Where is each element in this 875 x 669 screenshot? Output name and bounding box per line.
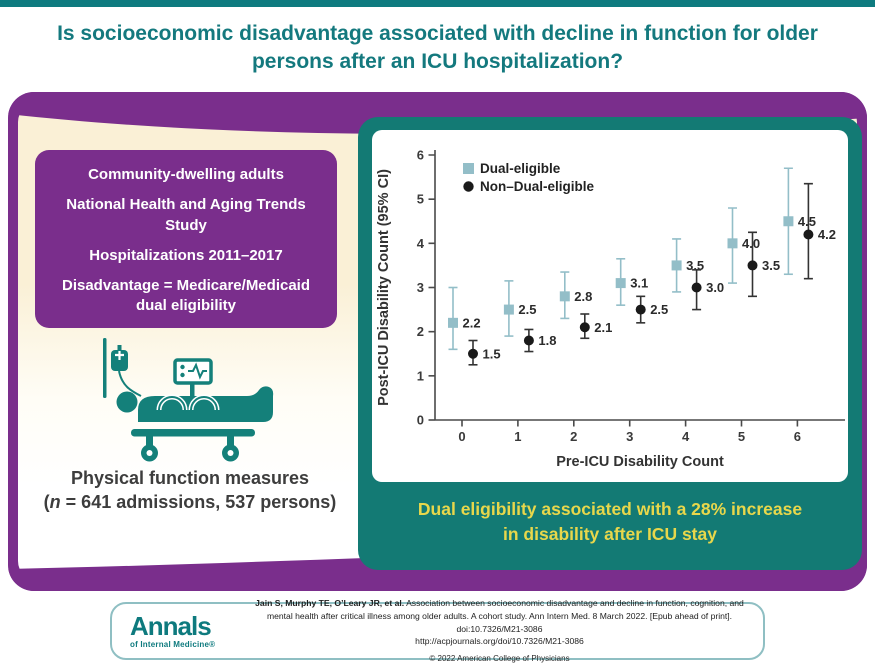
citation-text: Jain S, Murphy TE, O’Leary JR, et al. Association between socioeconomic disadvantage and decline in function, cognition, and mental health after critical illness among older adults. A cohort study. Ann Intern Med. 8 March 2022. [Epub ahead of print]. doi:10.7326/M21-3086 (255, 597, 744, 634)
top-accent-bar (0, 0, 875, 7)
svg-text:2: 2 (570, 429, 578, 444)
svg-text:3: 3 (416, 280, 424, 295)
chart-panel (372, 130, 848, 482)
main-panel (8, 92, 867, 591)
registered-mark: ® (209, 640, 216, 649)
svg-text:1: 1 (416, 368, 424, 384)
svg-text:3: 3 (626, 429, 634, 444)
measures-caption (18, 466, 362, 515)
svg-text:2.8: 2.8 (574, 288, 593, 304)
svg-text:2.1: 2.1 (594, 319, 613, 335)
svg-text:3.5: 3.5 (686, 257, 705, 273)
disability-scatter-chart (372, 130, 848, 482)
study-details-box (35, 150, 337, 328)
citation-url: http://acpjournals.org/doi/10.7326/M21-3086 (415, 636, 584, 647)
svg-text:1.5: 1.5 (482, 346, 501, 362)
svg-text:0: 0 (458, 429, 466, 444)
page-title (0, 20, 875, 75)
svg-text:0: 0 (416, 412, 424, 428)
svg-text:1.8: 1.8 (538, 333, 557, 348)
key-finding-line2: in disability after ICU stay (503, 523, 717, 544)
svg-text:6: 6 (416, 147, 424, 163)
key-finding (358, 497, 862, 546)
svg-text:Pre-ICU Disability Count: Pre-ICU Disability Count (556, 454, 724, 470)
svg-text:1: 1 (514, 429, 522, 444)
svg-text:3.5: 3.5 (762, 257, 781, 273)
study-detail-population: Community-dwelling adults (88, 166, 284, 183)
svg-text:6: 6 (793, 429, 802, 444)
key-finding-line1: Dual eligibility associated with a 28% increase (417, 499, 803, 519)
svg-text:3.1: 3.1 (630, 275, 649, 291)
svg-text:5: 5 (416, 191, 424, 207)
citation-block (248, 597, 751, 666)
svg-text:Dual-eligible: Dual-eligible (480, 161, 561, 176)
page-title-line1: Is socioeconomic disadvantage associated with decline in function for older (57, 22, 818, 45)
svg-text:4: 4 (681, 429, 690, 444)
study-detail-exposure: Disadvantage = Medicare/Medicaid dual eligibility (61, 277, 310, 315)
svg-text:2.5: 2.5 (518, 302, 537, 318)
measures-line2: (n = 641 admissions, 537 persons) (43, 492, 337, 513)
annals-logo-subtitle: of Internal Medicine® (130, 640, 216, 649)
copyright-notice: © 2022 American College of Physicians (429, 654, 570, 664)
citation-footer (110, 597, 765, 664)
measures-line1: Physical function measures (70, 468, 310, 488)
svg-text:2.5: 2.5 (650, 302, 669, 318)
svg-text:Post-ICU Disability Count (95%: Post-ICU Disability Count (95% CI) (376, 169, 392, 406)
svg-text:2: 2 (416, 324, 424, 340)
study-detail-source: National Health and Aging Trends Study (66, 196, 306, 234)
page-title-line2: persons after an ICU hospitalization? (251, 49, 624, 73)
svg-text:2.2: 2.2 (462, 315, 481, 331)
svg-text:5: 5 (737, 429, 746, 444)
svg-text:4.0: 4.0 (742, 235, 761, 251)
n-symbol: n (49, 492, 61, 513)
hospital-bed-icon (75, 338, 295, 462)
svg-text:3.0: 3.0 (706, 280, 725, 295)
svg-text:Non–Dual-eligible: Non–Dual-eligible (480, 179, 595, 194)
annals-logo-wordmark: Annals (130, 611, 211, 641)
results-panel (358, 117, 862, 570)
svg-text:4.5: 4.5 (797, 213, 816, 229)
svg-text:4.2: 4.2 (817, 227, 836, 242)
annals-logo (124, 613, 248, 649)
svg-text:4: 4 (416, 235, 424, 251)
study-detail-period: Hospitalizations 2011–2017 (89, 246, 283, 264)
